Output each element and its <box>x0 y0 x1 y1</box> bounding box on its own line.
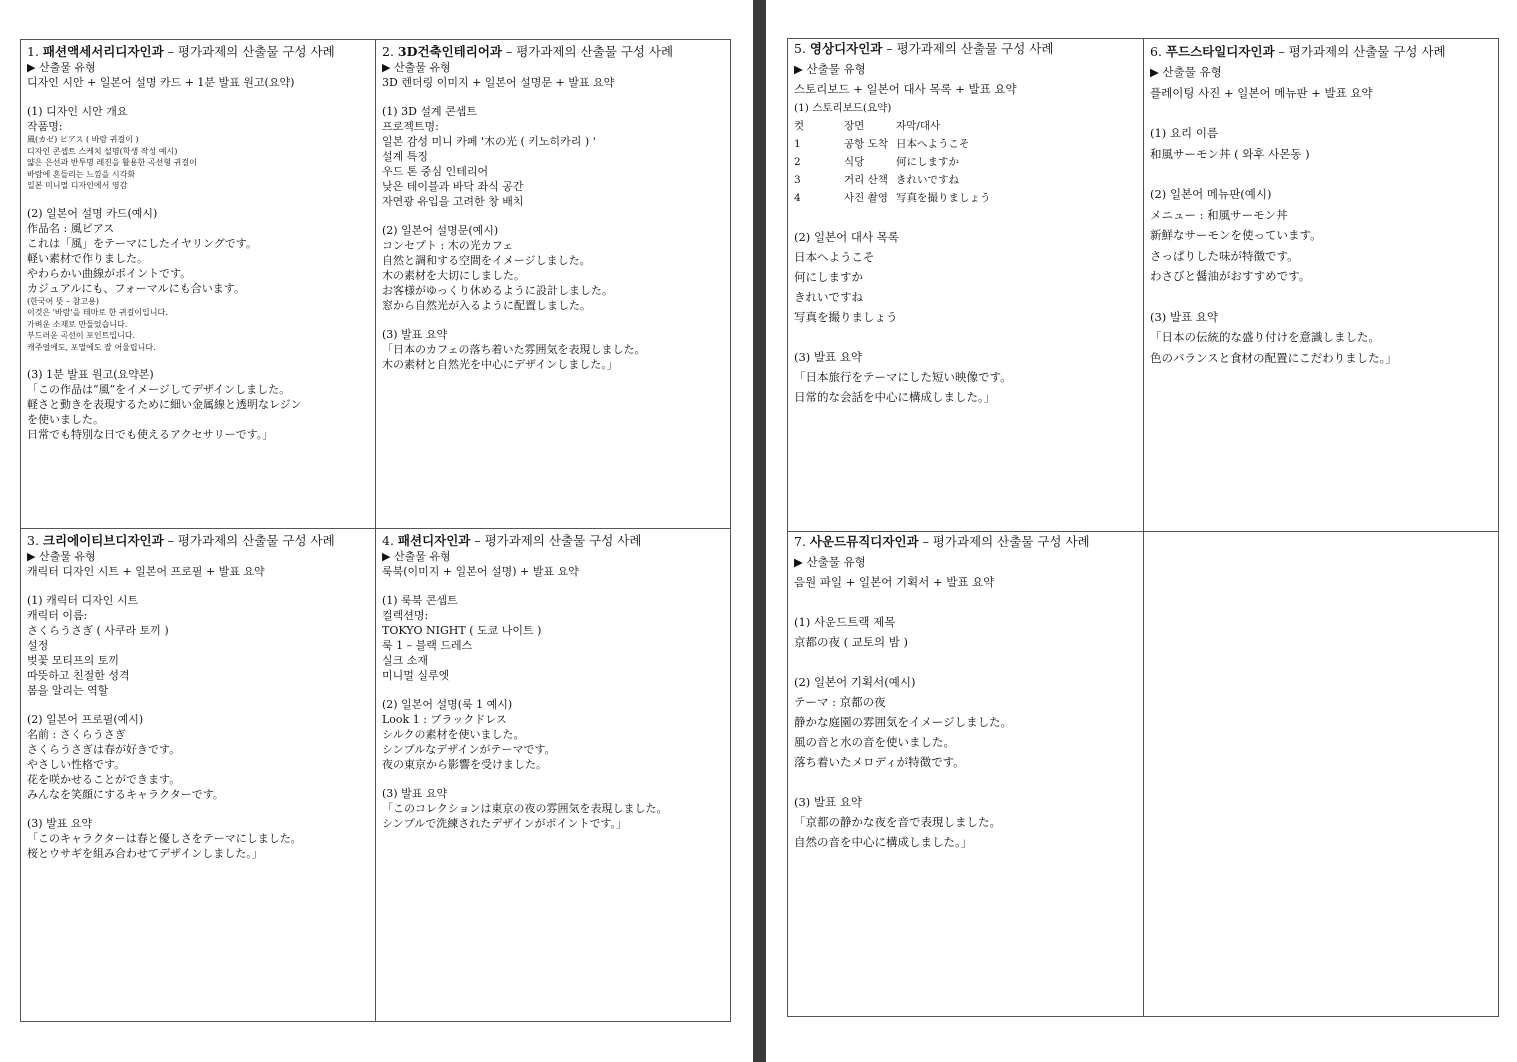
text-line: 룩 1 – 블랙 드레스 <box>382 639 473 652</box>
text-line: 夜の東京から影響を受けました。 <box>382 758 547 771</box>
right-page <box>766 0 1517 1062</box>
section-heading: (3) 발표 요약 <box>1150 309 1219 324</box>
text-line: 軽い素材で作りました。 <box>27 251 148 265</box>
text-line: 風の音と水の音を使いました。 <box>794 735 955 749</box>
text-line: 静かな庭園の雰囲気をイメージしました。 <box>794 715 1013 729</box>
text-line: テーマ : 京都の夜 <box>794 695 886 709</box>
text-line: 軽さと動きを表現するために細い金属線と透明なレジン <box>27 398 302 411</box>
text-line: 설정 <box>27 639 49 652</box>
section-heading: (2) 일본어 대사 목록 <box>794 230 900 244</box>
cell-title: 7. 사운드뮤직디자인과 – 평가과제의 산출물 구성 사례 <box>794 534 1090 549</box>
cell-fashion-design <box>376 529 730 1021</box>
text-line: やさしい性格です。 <box>27 758 126 771</box>
storyboard-cell: 日本へようこそ <box>896 138 970 150</box>
text-line: 名前 : さくらうさぎ <box>27 728 126 741</box>
text-line: これは「風」をテーマにしたイヤリングです。 <box>27 236 257 250</box>
output-type-label: ▶ 산출물 유형 <box>27 61 96 74</box>
text-line: 미니멀 실루엣 <box>382 669 450 682</box>
text-line: 낮은 테이블과 바닥 좌식 공간 <box>382 180 524 193</box>
text-line: きれいですね <box>794 290 863 304</box>
text-line: 자연광 유입을 고려한 창 배치 <box>382 195 524 208</box>
cell-sound-music-design <box>788 532 1143 1016</box>
text-line: 作品名 : 風ピアス <box>27 221 115 235</box>
storyboard-cell: 식당 <box>844 156 865 168</box>
text-line: 실크 소재 <box>382 654 429 667</box>
text-line: 「日本の伝統的な盛り付けを意識しました。 <box>1150 330 1380 344</box>
text-line: 「このコレクションは東京の夜の雰囲気を表現しました。 <box>382 802 668 815</box>
text-line: 窓から自然光が入るように配置しました。 <box>382 299 591 312</box>
text-line: さっぱりした味が特徴です。 <box>1150 248 1299 263</box>
text-line: 따뜻하고 친절한 성격 <box>27 669 130 682</box>
text-line: 自然の音を中心に構成しました。」 <box>794 835 973 849</box>
cell-video-design <box>788 39 1143 531</box>
cell-title: 2. 3D건축인테리어과 – 평가과제의 산출물 구성 사례 <box>382 44 674 59</box>
text-line: 설계 특징 <box>382 150 429 163</box>
text-line: 프로젝트명: <box>382 120 439 133</box>
storyboard-header-cell: 컷 <box>794 120 805 132</box>
section-heading: (3) 발표 요약 <box>794 795 863 809</box>
text-line: 木の素材を大切にしました。 <box>382 269 525 282</box>
cell-title: 6. 푸드스타일디자인과 – 평가과제의 산출물 구성 사례 <box>1150 44 1446 59</box>
section-heading: (3) 발표 요약 <box>382 787 448 800</box>
text-line: 花を咲かせることができます。 <box>27 773 181 786</box>
text-line: 日常でも特別な日でも使えるアクセサリーです。」 <box>27 428 274 441</box>
text-line: Look 1 : ブラックドレス <box>382 713 507 726</box>
section-heading: (1) 3D 설계 콘셉트 <box>382 105 478 118</box>
text-line: 「京都の静かな夜を音で表現しました。 <box>794 815 1001 829</box>
small-text-line: 바람에 흔들리는 느낌을 시각화 <box>27 169 136 179</box>
text-line: 우드 톤 중심 인테리어 <box>382 165 489 178</box>
storyboard-cell: 1 <box>794 138 801 150</box>
storyboard-cell: 거리 산책 <box>844 174 888 186</box>
text-line: 日本へようこそ <box>794 250 875 264</box>
text-line: 벚꽃 모티프의 토끼 <box>27 654 120 667</box>
text-line: 일본 감성 미니 카페 '木の光 ( 키노히카리 ) ' <box>382 135 596 148</box>
output-type-value: 플레이팅 사진 + 일본어 메뉴판 + 발표 요약 <box>1150 85 1373 100</box>
storyboard-cell: 3 <box>794 174 801 186</box>
output-type-label: ▶ 산출물 유형 <box>27 550 96 563</box>
text-line: 「このキャラクターは春と優しさをテーマにしました。 <box>27 832 302 845</box>
storyboard-row <box>794 135 991 153</box>
storyboard-header-row <box>794 117 991 135</box>
section-heading: (2) 일본어 설명문(예시) <box>382 224 499 237</box>
text-line: TOKYO NIGHT ( 도쿄 나이트 ) <box>382 624 542 637</box>
text-line: シルクの素材を使いました。 <box>382 728 525 741</box>
output-type-value: 캐릭터 디자인 시트 + 일본어 프로필 + 발표 요약 <box>27 565 265 578</box>
text-line: 色のバランスと食材の配置にこだわりました。」 <box>1150 350 1397 365</box>
text-line: 何にしますか <box>794 270 863 284</box>
output-type-label: ▶ 산출물 유형 <box>382 61 451 74</box>
cell-empty <box>1144 532 1498 1016</box>
small-text-line: 얇은 은선과 반투명 레진을 활용한 곡선형 귀걸이 <box>27 158 197 167</box>
storyboard-cell: 何にしますか <box>896 156 959 168</box>
section-heading: (3) 발표 요약 <box>27 817 93 830</box>
section-heading: (3) 발표 요약 <box>382 328 448 341</box>
small-text-line: 이것은 '바람'을 테마로 한 귀걸이입니다. <box>27 308 168 317</box>
cell-food-style-design <box>1144 39 1498 531</box>
text-line: 新鮮なサーモンを使っています。 <box>1150 228 1322 242</box>
text-line: 봄을 알리는 역할 <box>27 684 109 697</box>
text-line: さくらうさぎ ( 사쿠라 토끼 ) <box>27 624 169 637</box>
cell-3d-architecture-interior <box>376 40 730 528</box>
section-heading: (1) 요리 이름 <box>1150 126 1219 140</box>
text-line: 落ち着いたメロディが特徴です。 <box>794 755 965 769</box>
output-type-value: 룩북(이미지 + 일본어 설명) + 발표 요약 <box>382 565 579 578</box>
cell-creative-design <box>21 529 375 1021</box>
output-type-value: 음원 파일 + 일본어 기획서 + 발표 요약 <box>794 575 995 589</box>
output-type-value: 3D 렌더링 이미지 + 일본어 설명문 + 발표 요약 <box>382 76 615 89</box>
text-line: さくらうさぎは春が好きです。 <box>27 743 181 756</box>
text-line: を使いました。 <box>27 413 104 426</box>
section-heading: (1) 룩북 콘셉트 <box>382 594 458 607</box>
storyboard-cell: 공항 도착 <box>844 138 888 150</box>
section-heading: (2) 일본어 설명(룩 1 예시) <box>382 698 513 711</box>
output-type-label: ▶ 산출물 유형 <box>382 550 451 563</box>
cell-title: 3. 크리에이티브디자인과 – 평가과제의 산출물 구성 사례 <box>27 533 335 548</box>
storyboard-header-cell: 자막/대사 <box>896 120 941 132</box>
text-line: 작품명: <box>27 120 63 133</box>
storyboard-cell: 4 <box>794 192 801 204</box>
section-heading: (1) 사운드트랙 제목 <box>794 615 896 629</box>
text-line: やわらかい曲線がポイントです。 <box>27 266 192 280</box>
section-heading: (2) 일본어 프로필(예시) <box>27 713 144 726</box>
section-heading: (1) 캐릭터 디자인 시트 <box>27 594 139 607</box>
cell-title: 1. 패션액세서리디자인과 – 평가과제의 산출물 구성 사례 <box>27 44 335 59</box>
section-heading: (1) 스토리보드(요약) <box>794 102 892 114</box>
small-text-line: 캐주얼에도, 포멀에도 잘 어울립니다. <box>27 342 156 352</box>
storyboard-cell: きれいですね <box>896 174 959 186</box>
storyboard-cell: 2 <box>794 156 801 168</box>
storyboard-row <box>794 153 991 171</box>
text-line: 「日本のカフェの落ち着いた雰囲気を表現しました。 <box>382 343 646 356</box>
text-line: メニュー : 和風サーモン丼 <box>1150 207 1288 222</box>
output-type-value: 스토리보드 + 일본어 대사 목록 + 발표 요약 <box>794 82 1017 96</box>
text-line: 「日本旅行をテーマにした短い映像です。 <box>794 370 1012 384</box>
small-text-line: (한국어 뜻 – 참고용) <box>27 296 99 306</box>
cell-title: 5. 영상디자인과 – 평가과제의 산출물 구성 사례 <box>794 41 1054 56</box>
storyboard-header-cell: 장면 <box>844 120 865 132</box>
storyboard-cell: 写真を撮りましょう <box>896 192 991 204</box>
cell-title: 4. 패션디자인과 – 평가과제의 산출물 구성 사례 <box>382 533 642 548</box>
storyboard-row <box>794 171 991 189</box>
small-text-line: 일본 미니멀 디자인에서 영감 <box>27 181 128 190</box>
text-line: 컬렉션명: <box>382 609 429 622</box>
cell-fashion-accessory <box>21 40 375 528</box>
section-heading: (2) 일본어 기획서(예시) <box>794 675 916 689</box>
section-heading: (2) 일본어 설명 카드(예시) <box>27 206 158 220</box>
left-page <box>0 0 753 1062</box>
output-type-label: ▶ 산출물 유형 <box>794 62 866 76</box>
text-line: 日常的な会話を中心に構成しました。」 <box>794 390 996 404</box>
section-heading: (2) 일본어 메뉴판(예시) <box>1150 187 1272 201</box>
section-heading: (1) 디자인 시안 개요 <box>27 105 128 118</box>
text-line: 桜とウサギを組み合わせてデザインしました。」 <box>27 847 263 860</box>
text-line: シンプルで洗練されたデザインがポイントです。」 <box>382 817 628 830</box>
text-line: 캐릭터 이름: <box>27 609 88 622</box>
small-text-line: 가벼운 소재로 만들었습니다. <box>27 319 128 329</box>
text-line: シンプルなデザインがテーマです。 <box>382 743 556 756</box>
text-line: 「この作品は“風”をイメージしてデザインしました。 <box>27 383 291 396</box>
text-line: 京都の夜 ( 교토의 밤 ) <box>794 635 909 649</box>
page-gutter <box>753 0 766 1062</box>
text-line: 和風サーモン丼 ( 와후 사몬동 ) <box>1150 146 1310 161</box>
text-line: カジュアルにも、フォーマルにも合います。 <box>27 281 245 295</box>
small-text-line: 디자인 콘셉트 스케치 설명(학생 작성 예시) <box>27 146 178 156</box>
storyboard-cell: 사진 촬영 <box>844 192 888 204</box>
text-line: コンセプト : 木の光カフェ <box>382 239 514 252</box>
small-text-line: 風(カゼ) ピアス ( 바람 귀걸이 ) <box>27 135 139 144</box>
text-line: 写真を撮りましょう <box>794 310 898 324</box>
output-type-label: ▶ 산출물 유형 <box>794 555 866 569</box>
output-type-value: 디자인 시안 + 일본어 설명 카드 + 1분 발표 원고(요약) <box>27 76 295 89</box>
text-line: わさびと醤油がおすすめです。 <box>1150 269 1311 283</box>
text-line: 木の素材と自然光を中心にデザインしました。」 <box>382 358 618 371</box>
text-line: みんなを笑顔にするキャラクターです。 <box>27 788 224 801</box>
section-heading: (3) 1분 발표 원고(요약본) <box>27 368 154 381</box>
section-heading: (3) 발표 요약 <box>794 350 863 364</box>
small-text-line: 부드러운 곡선이 포인트입니다. <box>27 331 136 340</box>
storyboard-table <box>794 117 991 207</box>
output-type-label: ▶ 산출물 유형 <box>1150 65 1222 79</box>
text-line: お客様がゆっくり休めるように設計しました。 <box>382 284 613 297</box>
storyboard-row <box>794 189 991 207</box>
text-line: 自然と調和する空間をイメージしました。 <box>382 254 591 267</box>
